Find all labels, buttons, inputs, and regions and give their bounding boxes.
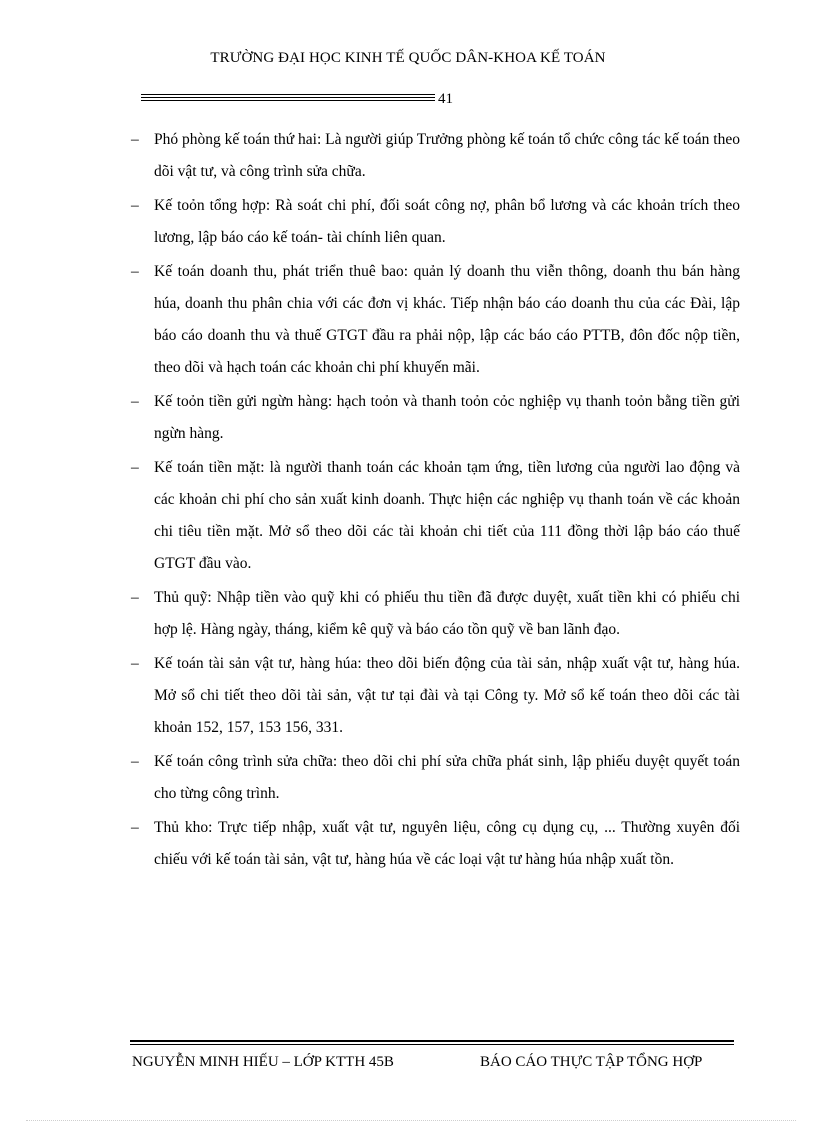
- page-number: 41: [438, 91, 453, 107]
- header-rule: [141, 94, 435, 101]
- dash-bullet: –: [131, 459, 139, 476]
- list-item: [128, 124, 740, 188]
- dash-bullet: –: [131, 819, 139, 836]
- footer-rule: [130, 1040, 734, 1045]
- list-item-text: Kế toán tiền mặt: là người thanh toán các khoản tạm ứng, tiền lương của người lao động và các khoản chi phí cho sản xuất kinh doanh. Thực hiện các nghiệp vụ thanh toán về các khoản chi tiêu tiền mặt. Mở sổ theo dõi các tài khoản chi tiết của 111 đồng thời lập báo cáo thuế GTGT đầu vào.: [154, 459, 740, 572]
- list-item: [128, 452, 740, 580]
- dash-bullet: –: [131, 393, 139, 410]
- list-item-text: Kế toỏn tổng hợp: Rà soát chi phí, đối soát công nợ, phân bổ lương và các khoản trích theo lương, lập báo cáo kế toán- tài chính liên quan.: [154, 197, 740, 246]
- footer-report-title: BÁO CÁO THỰC TẬP TỔNG HỢP: [480, 1054, 703, 1070]
- list-item: [128, 746, 740, 810]
- dash-bullet: –: [131, 197, 139, 214]
- list-item: [128, 190, 740, 254]
- list-item-text: Thủ kho: Trực tiếp nhập, xuất vật tư, nguyên liệu, công cụ dụng cụ, ... Thường xuyên đối chiếu với kế toán tài sản, vật tư, hàng húa về các loại vật tư hàng húa nhập xuất tồn.: [154, 819, 740, 868]
- list-item: [128, 256, 740, 384]
- list-item: [128, 386, 740, 450]
- list-item-text: Thủ quỹ: Nhập tiền vào quỹ khi có phiếu thu tiền đã được duyệt, xuất tiền khi có phiếu chi hợp lệ. Hàng ngày, tháng, kiểm kê quỹ và báo cáo tồn quỹ về ban lãnh đạo.: [154, 589, 740, 638]
- list-item: [128, 582, 740, 646]
- dash-bullet: –: [131, 753, 139, 770]
- list-item-text: Kế toán doanh thu, phát triển thuê bao: quản lý doanh thu viễn thông, doanh thu bán hàng húa, doanh thu phân chia với các đơn vị khác. Tiếp nhận báo cáo doanh thu của các Đài, lập báo cáo doanh thu và thuế GTGT đầu ra phải nộp, lập các báo cáo PTTB, đôn đốc nộp tiền, theo dõi và hạch toán các khoản chi phí khuyến mãi.: [154, 263, 740, 376]
- dash-bullet: –: [131, 131, 139, 148]
- dash-bullet: –: [131, 263, 139, 280]
- page-header-title: TRƯỜNG ĐẠI HỌC KINH TẾ QUỐC DÂN-KHOA KẾ TOÁN: [210, 50, 606, 66]
- list-item: [128, 648, 740, 744]
- footer-author: NGUYỄN MINH HIẾU – LỚP KTTH 45B: [132, 1054, 394, 1070]
- dash-bullet: –: [131, 655, 139, 672]
- list-item-text: Phó phòng kế toán thứ hai: Là người giúp Trưởng phòng kế toán tổ chức công tác kế toán theo dõi vật tư, và công trình sửa chữa.: [154, 131, 740, 180]
- list-item: [128, 812, 740, 876]
- dash-bullet: –: [131, 589, 139, 606]
- page-edge-divider: [26, 1120, 796, 1121]
- list-item-text: Kế toỏn tiền gửi ngừn hàng: hạch toỏn và thanh toỏn cỏc nghiệp vụ thanh toỏn bằng tiền gửi ngừn hàng.: [154, 393, 740, 442]
- list-item-text: Kế toán tài sản vật tư, hàng húa: theo dõi biến động của tài sản, nhập xuất vật tư, hàng húa. Mở sổ chi tiết theo dõi tài sản, vật tư tại đài và tại Công ty. Mở sổ kế toán theo dõi các tài khoản 152, 157, 153 156, 331.: [154, 655, 740, 736]
- list-item-text: Kế toán công trình sửa chữa: theo dõi chi phí sửa chữa phát sinh, lập phiếu duyệt quyết toán cho từng công trình.: [154, 753, 740, 802]
- document-body: [128, 124, 740, 878]
